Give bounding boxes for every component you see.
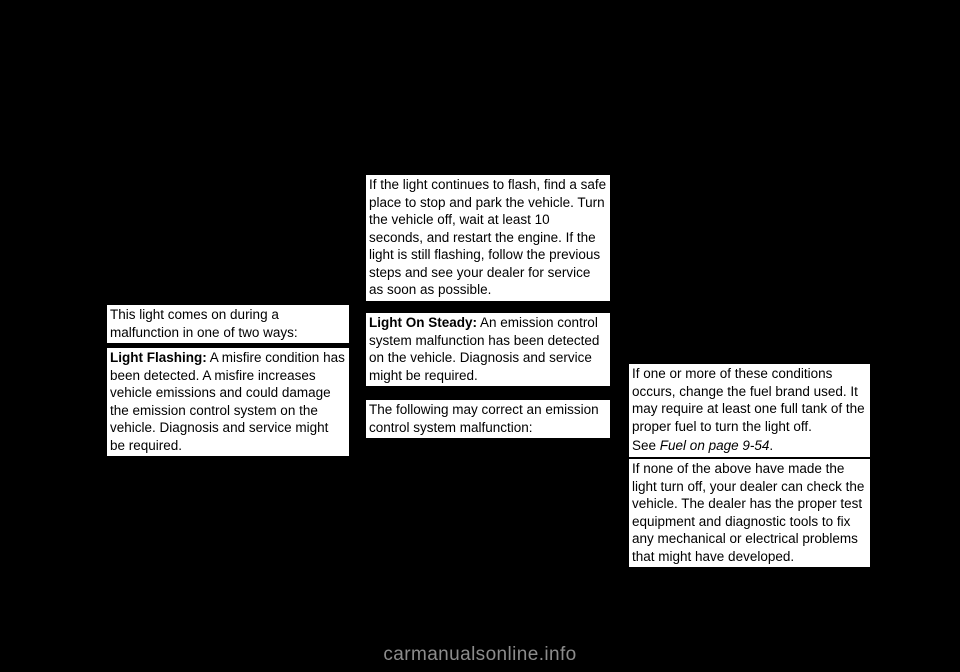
- paragraph-following-may-correct: [366, 400, 610, 438]
- paragraph-light-flashing: [107, 348, 349, 456]
- light-on-steady-paragraph: [369, 314, 607, 384]
- see-suffix: .: [769, 438, 774, 453]
- paragraph-conditions: [629, 364, 870, 437]
- conditions-text: If one or more of these conditions occurs, change the fuel brand used. It may require at least one full tank of the proper fuel to turn the light off.: [632, 366, 865, 434]
- light-on-steady-label: Light On Steady:: [369, 315, 477, 330]
- none-of-above-text: If none of the above have made the light turn off, your dealer can check the vehicle. The dealer has the proper test equipment and diagnostic tools to fix any mechanical or electrical problems that might have developed.: [632, 461, 865, 564]
- paragraph-continues-to-flash: [366, 175, 610, 301]
- paragraph-intro: [107, 305, 349, 343]
- see-reference-link[interactable]: Fuel on page 9-54: [659, 438, 770, 453]
- paragraph-see-reference: [629, 436, 870, 457]
- continues-to-flash-text: If the light continues to flash, find a safe place to stop and park the vehicle. Turn the vehicle off, wait at least 10 seconds, and restart the engine. If the light is still flashing, follow the previous steps and see your dealer for service as soon as possible.: [369, 177, 607, 297]
- paragraph-light-on-steady: [366, 313, 610, 386]
- see-prefix: See: [632, 438, 657, 453]
- light-flashing-label: Light Flashing:: [110, 350, 207, 365]
- watermark: carmanualsonline.info: [383, 644, 577, 665]
- light-flashing-paragraph: [110, 349, 346, 454]
- paragraph-none-of-above: [629, 459, 870, 567]
- see-reference-paragraph: [632, 437, 867, 455]
- light-on-steady-body: An emission control system malfunction has been detected on the vehicle. Diagnosis and service might be required.: [369, 315, 600, 383]
- intro-text: This light comes on during a malfunction in one of two ways:: [110, 307, 298, 340]
- light-flashing-body: A misfire condition has been detected. A misfire increases vehicle emissions and could damage the emission control system on the vehicle. Diagnosis and service might be required.: [110, 350, 345, 453]
- following-may-correct-text: The following may correct an emission control system malfunction:: [369, 402, 599, 435]
